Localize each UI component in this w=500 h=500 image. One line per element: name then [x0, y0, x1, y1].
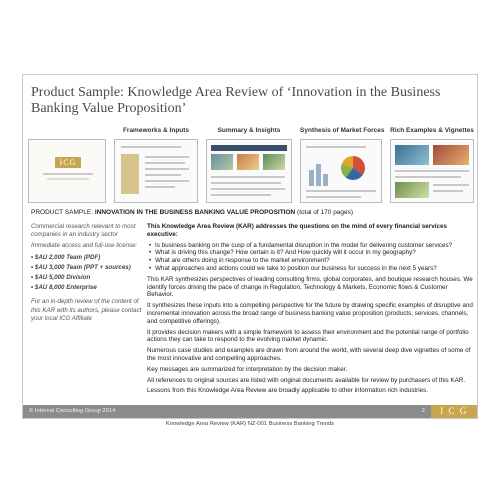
description-paragraph: Numerous case studies and examples are drawn from around the world, with several deep dive vignettes of some of the most innovative and compelling approaches.	[147, 347, 471, 362]
price-item: • $AU 8,000 Enterprise	[31, 284, 159, 292]
thumbnail-examples	[390, 127, 474, 205]
description-paragraph: This KAR synthesizes perspectives of leading consulting firms, global corporates, and boutique research houses. We identify forces driving the pace of change in Regulation, Technology & Markets, Economic flows & Customer Behavior.	[147, 275, 473, 299]
question-item: • What approaches and actions could we take to position our business for success in the next 5 years?	[147, 265, 473, 273]
question-item: • What are others doing in response to the market environment?	[147, 257, 473, 265]
price-list	[31, 254, 159, 293]
thumbnail-strip	[28, 127, 474, 205]
description-column	[147, 223, 473, 398]
thumbnail-summary	[206, 127, 292, 205]
contact-text: For an in-depth review of the content of this KAR with its authors, please contact your local ICG Affiliate	[31, 298, 142, 322]
description-paragraph: It synthesizes these inputs into a compelling perspective for the future by drawing specific examples of disruptive and incremental innovation across the broad range of business banking value proposition (products, services, channels, and competitive offerings).	[147, 302, 473, 325]
copyright-text: © Internal Consulting Group 2014	[29, 408, 116, 414]
price-item: • $AU 3,000 Team (PPT + sources)	[31, 264, 159, 272]
question-list	[147, 242, 473, 273]
price-item: • $AU 2,000 Team (PDF)	[31, 254, 159, 262]
thumbnail-cover	[28, 127, 106, 205]
examples-image	[390, 139, 474, 203]
thumbnail-frameworks	[114, 127, 198, 205]
cover-logo: ICG	[55, 157, 81, 168]
description-heading: This Knowledge Area Review (KAR) addresses the questions on the mind of every financial services executive:	[147, 223, 448, 238]
question-item: • What is driving this change? How certain is it? And How quickly will it occur in my geography?	[147, 249, 473, 257]
thumbnail-label: Rich Examples & Vignettes	[390, 127, 474, 134]
description-paragraph: Lessons from this Knowledge Area Review are broadly applicable to other information rich industries.	[147, 387, 429, 395]
document-caption: Knowledge Area Review (KAR) NZ-001 Business Banking Trends	[165, 421, 335, 427]
intro-text: Commercial research relevant to most companies in an industry sector	[31, 223, 136, 239]
product-subtitle: PRODUCT SAMPLE: INNOVATION IN THE BUSINESS BANKING VALUE PROPOSITION (total of 170 pages)	[31, 209, 354, 216]
description-paragraph: It provides decision makers with a simple framework to assess their environment and the potential range of portfolio actions they can take to respond to the evolving market dynamic.	[147, 328, 469, 344]
price-item: • $AU 5,000 Division	[31, 274, 159, 282]
thumbnail-synthesis	[300, 127, 385, 205]
frameworks-image	[114, 139, 198, 203]
thumbnail-label: Summary & Insights	[217, 127, 281, 134]
cover-image	[28, 139, 106, 203]
pricing-column	[31, 223, 159, 323]
page-number: 2	[421, 408, 425, 414]
question-item: • Is business banking on the cusp of a fundamental disruption in the model for delivering customer services?	[147, 242, 473, 250]
icg-logo: I C G	[431, 405, 477, 418]
license-text: Immediate access and full-use license:	[31, 242, 138, 250]
synthesis-image	[300, 139, 382, 203]
thumbnail-label: Synthesis of Market Forces	[300, 127, 385, 134]
description-paragraph: All references to original sources are listed with original documents available for review by purchasers of this KAR.	[147, 376, 466, 384]
page-title: Product Sample: Knowledge Area Review of ‘Innovation in the Business Banking Value Proposition’	[31, 85, 441, 116]
description-paragraph: Key messages are summarized for interpretation by the decision maker.	[147, 365, 348, 373]
slide	[22, 74, 478, 419]
thumbnail-label: Frameworks & Inputs	[122, 127, 190, 134]
summary-image	[206, 139, 292, 203]
slide-footer	[23, 405, 477, 418]
